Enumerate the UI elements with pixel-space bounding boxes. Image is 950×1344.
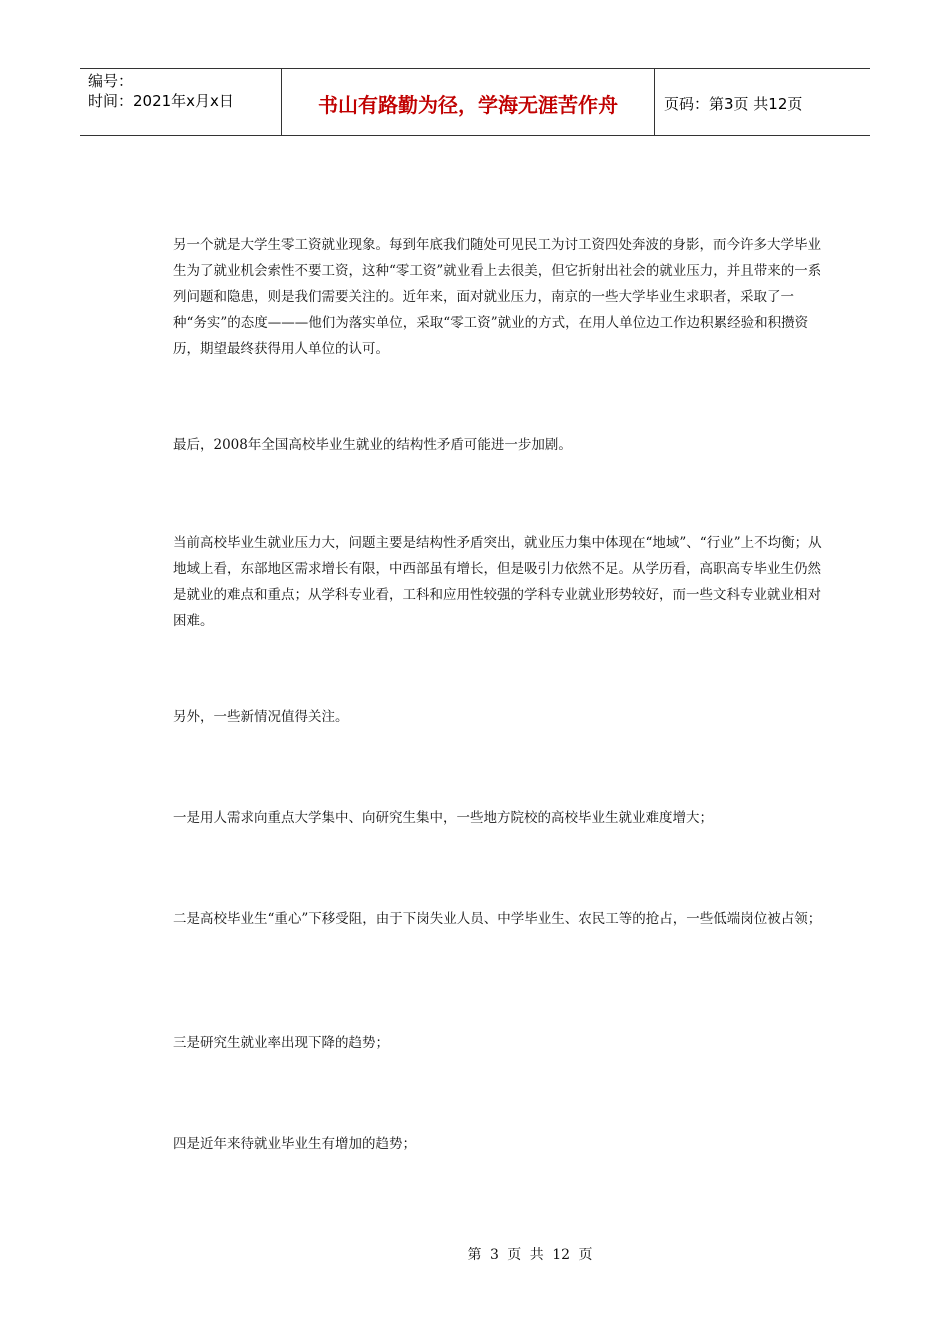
body-paragraph: 一是用人需求向重点大学集中、向研究生集中，一些地方院校的高校毕业生就业难度增大； [173,810,713,826]
body-paragraph: 二是高校毕业生“重心”下移受阻，由于下岗失业人员、中学毕业生、农民工等的抢占，一些低端岗位被占领； [173,911,822,927]
body-paragraph: 另一个就是大学生零工资就业现象。每到年底我们随处可见民工为讨工资四处奔波的身影，而今许多大学毕业生为了就业机会索性不要工资，这种“零工资”就业看上去很美，但它折射出社会的就业压力，并且带来的一系列问题和隐患，则是我们需要关注的。近年来，面对就业压力，南京的一些大学毕业生求职者，采取了一种“务实”的态度———他们为落实单位，采取“零工资”就业的方式，在用人单位边工作边积累经验和积攒资历，期望最终获得用人单位的认可。 [173,237,822,357]
header-motto: 书山有路勤为径，学海无涯苦作舟 [318,92,618,117]
document-number-label: 编号： [88,72,134,90]
page-header [80,68,870,136]
header-divider [654,69,655,135]
body-paragraph: 三是研究生就业率出现下降的趋势； [173,1035,389,1051]
header-meta [88,71,234,111]
document-date-label: 时间：2021年x月x日 [88,92,234,110]
footer-page-number: 第 3 页 共 12 页 [467,1247,593,1263]
body-paragraph: 另外，一些新情况值得关注。 [173,709,349,725]
body-paragraph: 四是近年来待就业毕业生有增加的趋势； [173,1136,416,1152]
page-footer [0,1244,950,1264]
body-paragraph: 当前高校毕业生就业压力大，问题主要是结构性矛盾突出，就业压力集中体现在“地域”、“行业”上不均衡；从地域上看，东部地区需求增长有限，中西部虽有增长，但是吸引力依然不足。从学历看，高职高专毕业生仍然是就业的难点和重点；从学科专业看，工科和应用性较强的学科专业就业形势较好，而一些文科专业就业相对困难。 [173,535,822,629]
header-page-info: 页码：第3页 共12页 [664,94,803,113]
body-paragraph: 最后，2008年全国高校毕业生就业的结构性矛盾可能进一步加剧。 [173,437,572,453]
